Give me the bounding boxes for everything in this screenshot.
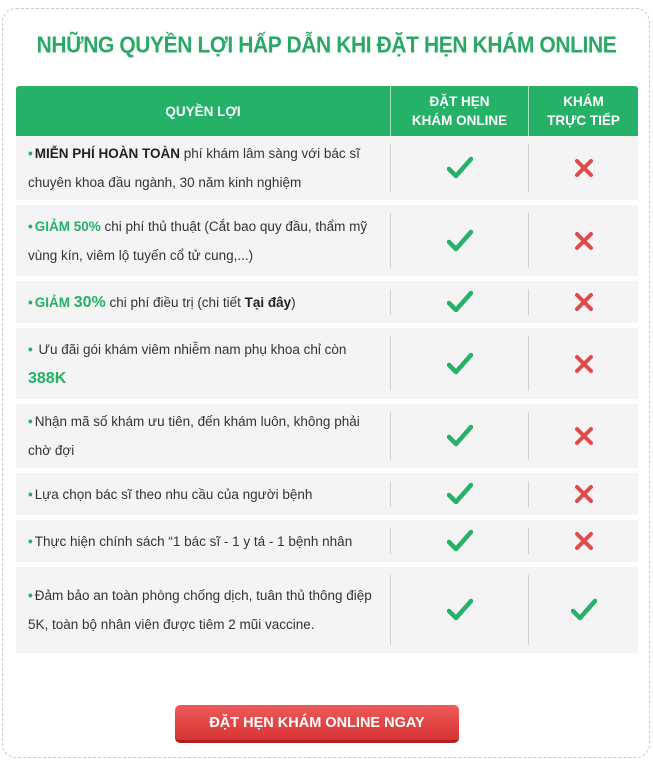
table-row (16, 520, 638, 562)
benefit-text-part: 30% (73, 293, 106, 311)
benefit-text-part: GIẢM 50% (34, 218, 101, 234)
benefit-text-part: Lựa chọn bác sĩ theo nhu cầu của người bệnh (34, 486, 313, 502)
benefit-text-part: ) (291, 294, 296, 310)
check-icon (390, 481, 528, 507)
table-row (16, 281, 638, 323)
header-benefit: QUYỀN LỢI (165, 103, 241, 119)
bullet-icon: • (28, 588, 33, 603)
benefit-text-part: Ưu đãi gói khám viêm nhiễm nam phụ khoa chỉ còn (34, 341, 347, 357)
cross-icon (528, 528, 638, 554)
check-icon (390, 336, 528, 391)
bullet-icon: • (28, 218, 33, 234)
header-online-line1: ĐẶT HẸN (429, 94, 490, 109)
check-icon (390, 412, 528, 460)
benefit-text (16, 567, 390, 653)
bullet-icon: • (28, 341, 33, 357)
header-direct-line1: KHÁM (563, 94, 604, 109)
bullet-icon: • (28, 294, 33, 310)
benefit-text-part: GIẢM (34, 294, 74, 310)
benefit-text-part: Thực hiện chính sách “1 bác sĩ - 1 y tá - 1 bệnh nhân (34, 533, 353, 549)
benefit-text-part: Tại đây (244, 294, 292, 310)
benefit-text-part: Đảm bảo an toàn phòng chống dịch, tuân thủ thông điệp 5K, toàn bộ nhân viên được tiêm 2 mũi vaccine. (28, 588, 372, 632)
cross-icon (528, 336, 638, 391)
benefit-text-part: chi phí thủ thuật (Cắt bao quy đầu, thẩm mỹ vùng kín, viêm lộ tuyến cổ tử cung,...) (28, 218, 368, 263)
check-icon (390, 528, 528, 554)
benefit-text-part: Nhận mã số khám ưu tiên, đến khám luôn, không phải chờ đợi (28, 414, 360, 458)
benefit-text-part: phí khám lâm sàng với bác sĩ chuyên khoa đầu ngành, 30 năm kinh nghiệm (28, 146, 360, 190)
table-row (16, 136, 638, 200)
benefit-text (16, 328, 390, 399)
benefit-text-part: chi phí điều trị (chi tiết (105, 294, 245, 310)
check-icon (528, 575, 638, 645)
table-body (16, 136, 638, 653)
benefit-text (16, 205, 390, 276)
book-online-button[interactable]: ĐẶT HẸN KHÁM ONLINE NGAY (175, 705, 459, 743)
check-icon (390, 289, 528, 315)
table-row (16, 205, 638, 276)
benefit-text (16, 520, 390, 562)
bullet-icon: • (28, 533, 33, 549)
page-title: NHỮNG QUYỀN LỢI HẤP DẪN KHI ĐẶT HẸN KHÁM ONLINE (36, 33, 617, 58)
benefit-text (16, 473, 390, 515)
check-icon (390, 213, 528, 268)
cross-icon (528, 289, 638, 315)
header-online (390, 86, 528, 136)
table-row (16, 404, 638, 468)
benefit-text-part: 388K (28, 369, 67, 387)
benefit-text (16, 136, 390, 200)
header-direct (528, 86, 638, 136)
table-row (16, 328, 638, 399)
cross-icon (528, 481, 638, 507)
benefits-table (16, 86, 638, 653)
cross-icon (528, 412, 638, 460)
cross-icon (528, 144, 638, 192)
check-icon (390, 144, 528, 192)
benefit-text (16, 404, 390, 468)
cross-icon (528, 213, 638, 268)
table-row (16, 567, 638, 653)
benefit-text (16, 281, 390, 323)
bullet-icon: • (28, 414, 33, 429)
check-icon (390, 575, 528, 645)
table-header (16, 86, 638, 136)
header-direct-line2: TRỰC TIẾP (547, 113, 620, 128)
bullet-icon: • (28, 486, 33, 502)
header-online-line2: KHÁM ONLINE (411, 113, 508, 128)
table-row (16, 473, 638, 515)
benefit-text-part: MIỄN PHÍ HOÀN TOÀN (34, 146, 180, 161)
bullet-icon: • (28, 146, 33, 161)
